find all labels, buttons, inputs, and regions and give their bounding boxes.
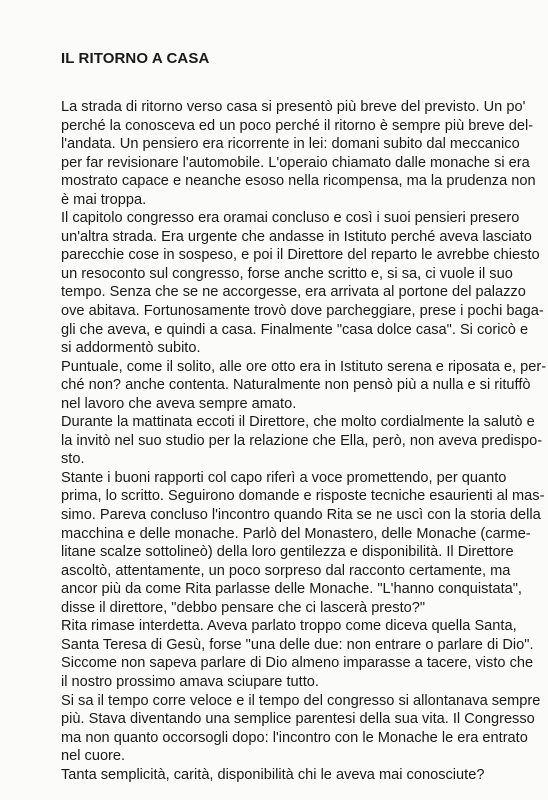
text-line: un'altra strada. Era urgente che andasse in Istituto perché aveva lasciato (61, 228, 532, 245)
text-line: l'andata. Un pensiero era ricorrente in lei: domani subito dal meccanico (61, 136, 520, 153)
paragraph (61, 98, 536, 209)
text-line: la invitò nel suo studio per la relazione che Ella, però, non aveva predispo- (61, 432, 543, 449)
text-line: Puntuale, come il solito, alle ore otto era in Istituto serena e riposata e, per- (61, 358, 547, 375)
text-line: più. Stava diventando una semplice parentesi della sua vita. Il Congresso (61, 711, 535, 728)
paragraph (61, 358, 547, 414)
text-line: Il capitolo congresso era oramai concluso e così i suoi pensieri presero (61, 210, 520, 227)
text-line: Siccome non sapeva parlare di Dio almeno imparasse a tacere, visto che (61, 655, 534, 672)
chapter-title: IL RITORNO A CASA (61, 50, 210, 67)
text-line: Rita rimase interdetta. Aveva parlato troppo come diceva quella Santa, (61, 618, 517, 635)
text-line: ascoltò, attentamente, un poco sorpreso dal racconto certamente, ma (61, 562, 511, 579)
paragraph (61, 413, 543, 469)
text-line: il nostro prossimo amava sciupare tutto. (61, 673, 319, 690)
text-line: simo. Pareva concluso l'incontro quando Rita se ne uscì con la storia della (61, 507, 541, 524)
text-line: prima, lo scritto. Seguirono domande e risposte tecniche esaurienti al mas- (61, 488, 545, 505)
text-line: sto. (61, 451, 85, 468)
text-line: ove abitava. Fortunosamente trovò dove parcheggiare, prese i pochi baga- (61, 303, 544, 320)
paragraph (61, 469, 545, 617)
paragraph (61, 692, 541, 766)
text-line: Santa Teresa di Gesù, forse "una delle due: non entrare o parlare di Dio". (61, 636, 534, 653)
text-line: mostrato capace e neanche esoso nella ricompensa, ma la prudenza non (61, 173, 536, 190)
text-line: Si sa il tempo corre veloce e il tempo del congresso si allontanava sempre (61, 692, 541, 709)
text-line: Durante la mattinata eccoti il Direttore, che molto cordialmente la salutò e (61, 414, 535, 431)
chapter-body (61, 98, 547, 784)
text-line: nel cuore. (61, 748, 126, 765)
text-line: Stante i buoni rapporti col capo riferì a voce promettendo, per quanto (61, 469, 507, 486)
text-line: ancor più da come Rita parlasse delle Monache. "L'hanno conquistata", (61, 581, 522, 598)
text-line: litane scalze sottolineò) della loro gentilezza e disponibilità. Il Direttore (61, 544, 514, 561)
paragraph (61, 766, 486, 785)
text-line: parecchie cose in sospeso, e poi il Direttore del reparto le avrebbe chiesto (61, 247, 540, 264)
text-line: per far revisionare l'automobile. L'operaio chiamato dalle monache si era (61, 154, 530, 171)
text-line: Tanta semplicità, carità, disponibilità chi le aveva mai conosciute? (61, 766, 485, 783)
paragraph (61, 617, 534, 691)
text-line: nel lavoro che aveva sempre amato. (61, 395, 297, 412)
text-line: un resoconto sul congresso, forse anche scritto e, si sa, ci vuole il suo (61, 265, 513, 282)
text-line: La strada di ritorno verso casa si presentò più breve del previsto. Un po' (61, 99, 526, 115)
text-line: disse il direttore, "debbo pensare che ci lascerà presto?" (61, 599, 426, 616)
paragraph (61, 209, 544, 357)
text-line: ma non quanto occorsogli dopo: l'incontro con le Monache le era entrato (61, 729, 528, 746)
text-line: è mai troppa. (61, 191, 147, 208)
text-line: si addormentò subito. (61, 340, 201, 357)
text-line: macchina e delle monache. Parlò del Monastero, delle Monache (carme- (61, 525, 531, 542)
text-line: tempo. Senza che se ne accorgesse, era arrivata al portone del palazzo (61, 284, 526, 301)
text-line: ché non? anche contenta. Naturalmente non pensò più a nulla e si rituffò (61, 377, 531, 394)
text-line: gli che aveva, e quindi a casa. Finalmente "casa dolce casa". Si coricò e (61, 321, 529, 338)
text-line: perché la conosceva ed un poco perché il ritorno è sempre più breve del- (61, 117, 534, 134)
